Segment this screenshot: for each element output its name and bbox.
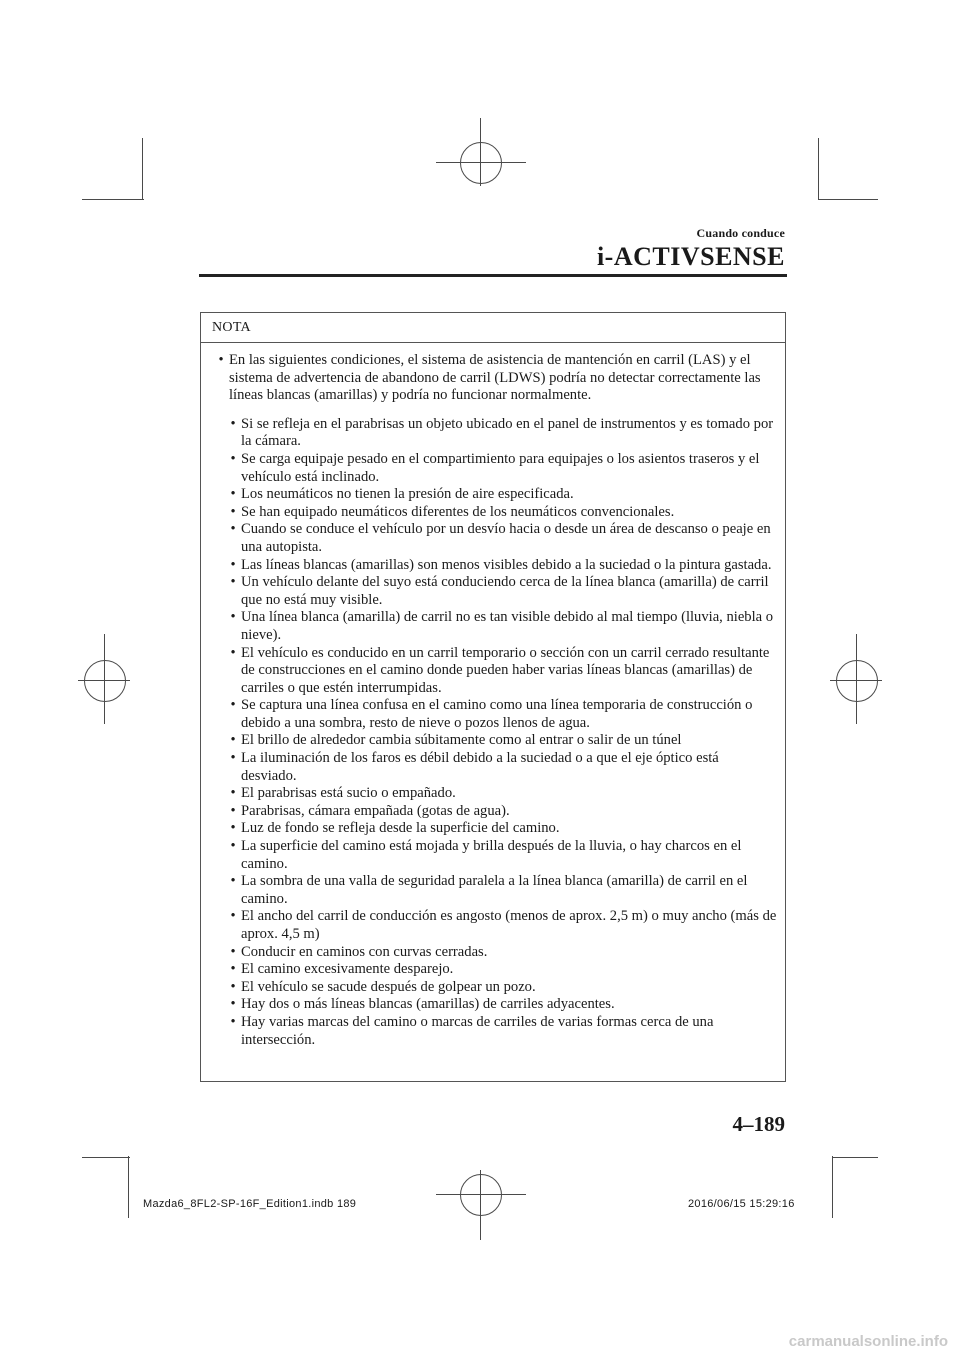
bullet-icon: • [230, 943, 236, 960]
list-item [225, 697, 777, 732]
list-item-text: Los neumáticos no tienen la presión de aire especificada. [241, 486, 574, 503]
registration-mark-icon [436, 1150, 526, 1240]
bullet-icon: • [230, 908, 236, 925]
crop-mark [128, 1156, 129, 1218]
list-item-text: Si se refleja en el parabrisas un objeto ubicado en el panel de instrumentos y es tomado por la cámara. [241, 415, 774, 450]
page-number: 4–189 [732, 1112, 785, 1136]
crop-mark [832, 1157, 878, 1158]
list-item [225, 785, 777, 803]
list-item-text: El vehículo se sacude después de golpear un pozo. [241, 978, 536, 995]
bullet-icon: • [230, 978, 236, 995]
list-item [225, 961, 777, 979]
list-item [225, 609, 777, 644]
list-item-text: El camino excesivamente desparejo. [241, 961, 454, 978]
list-item-text: Una línea blanca (amarilla) de carril no es tan visible debido al mal tiempo (lluvia, niebla o nieve). [241, 609, 774, 643]
bullet-icon: • [230, 838, 236, 855]
list-item-text: La iluminación de los faros es débil debido a la suciedad o a que el eje óptico está desviado. [241, 750, 719, 784]
list-item [225, 838, 777, 873]
bullet-icon: • [230, 644, 236, 661]
bullet-icon: • [230, 873, 236, 890]
bullet-icon: • [230, 820, 236, 837]
crop-mark [832, 1156, 833, 1218]
bullet-icon: • [230, 961, 236, 978]
list-item-text: El parabrisas está sucio o empañado. [241, 785, 456, 802]
list-item-text: Hay varias marcas del camino o marcas de carriles de varias formas cerca de una intersección. [241, 1013, 714, 1048]
list-item-text: Conducir en caminos con curvas cerradas. [241, 943, 488, 960]
list-item-text: La sombra de una valla de seguridad paralela a la línea blanca (amarilla) de carril en el camino. [241, 873, 748, 907]
bullet-icon: • [230, 415, 236, 432]
list-item-text: El vehículo es conducido en un carril temporario o sección con un carril cerrado resultante de construcciones en el camino donde pueden haber varias líneas blancas (amarillas) de carriles o que estén interrumpidas. [241, 644, 770, 696]
bullet-icon: • [230, 785, 236, 802]
bullet-icon: • [230, 450, 236, 467]
crop-mark [818, 199, 878, 200]
list-item-text: Se carga equipaje pesado en el compartimiento para equipajes o los asientos traseros y el vehículo está inclinado. [241, 450, 760, 485]
note-body [201, 343, 785, 1049]
list-item [225, 732, 777, 750]
list-item [225, 750, 777, 785]
list-item [225, 908, 777, 943]
list-item-text: Hay dos o más líneas blancas (amarillas) de carriles adyacentes. [241, 996, 615, 1013]
crop-mark [82, 1157, 130, 1158]
watermark: carmanualsonline.info [788, 1333, 948, 1350]
list-item [225, 820, 777, 838]
list-item-text: Cuando se conduce el vehículo por un desvío hacia o desde un área de descanso o peaje en una autopista. [241, 521, 771, 555]
list-item-text: Luz de fondo se refleja desde la superficie del camino. [241, 820, 560, 837]
bullet-icon: • [230, 732, 236, 749]
list-item-text: El brillo de alrededor cambia súbitamente como al entrar o salir de un túnel [241, 732, 682, 749]
list-item [225, 1014, 777, 1049]
note-lead-text: En las siguientes condiciones, el sistema de asistencia de mantención en carril (LAS) y el sistema de advertencia de abandono de carril (LDWS) podría no detectar correctamente las líneas blancas (amarillas) y podría no funcionar normalmente. [229, 352, 761, 404]
section-label: Cuando conduce [696, 226, 785, 240]
list-item-text: Un vehículo delante del suyo está conduciendo cerca de la línea blanca (amarilla) de carril que no está muy visible. [241, 574, 769, 608]
note-heading: NOTA [201, 313, 785, 343]
bullet-icon: • [218, 352, 224, 368]
condition-list [225, 416, 777, 1049]
crop-mark [818, 138, 819, 200]
bullet-icon: • [230, 503, 236, 520]
list-item [225, 996, 777, 1014]
list-item [225, 416, 777, 451]
chapter-title: i-ACTIVSENSE [596, 242, 785, 271]
registration-mark-icon [436, 118, 526, 208]
list-item-text: Parabrisas, cámara empañada (gotas de agua). [241, 802, 510, 819]
list-item [225, 873, 777, 908]
crop-mark [142, 138, 143, 200]
registration-mark-icon [78, 634, 134, 724]
list-item-text: El ancho del carril de conducción es angosto (menos de aprox. 2,5 m) o muy ancho (más de aprox. 4,5 m) [241, 908, 777, 942]
footer-file-info: Mazda6_8FL2-SP-16F_Edition1.indb 189 [143, 1198, 357, 1210]
list-item-text: La superficie del camino está mojada y brilla después de la lluvia, o hay charcos en el camino. [241, 838, 742, 872]
list-item-text: Se captura una línea confusa en el camino como una línea temporaria de construcción o debido a una sombra, resto de nieve o pozos llenos de agua. [241, 697, 753, 731]
bullet-icon: • [230, 750, 236, 767]
bullet-icon: • [230, 556, 236, 573]
list-item [225, 574, 777, 609]
bullet-icon: • [230, 609, 236, 626]
list-item-text: Se han equipado neumáticos diferentes de los neumáticos convencionales. [241, 503, 675, 520]
bullet-icon: • [230, 521, 236, 538]
bullet-icon: • [230, 574, 236, 591]
bullet-icon: • [230, 697, 236, 714]
list-item [225, 944, 777, 962]
list-item [225, 521, 777, 556]
bullet-icon: • [230, 996, 236, 1013]
list-item [225, 803, 777, 821]
header-divider [199, 274, 787, 277]
bullet-icon: • [230, 486, 236, 503]
list-item [225, 645, 777, 698]
list-item [225, 557, 777, 575]
list-item [225, 504, 777, 522]
list-item [225, 979, 777, 997]
note-lead-item [213, 352, 777, 405]
bullet-icon: • [230, 802, 236, 819]
note-box [200, 312, 786, 1082]
list-item-text: Las líneas blancas (amarillas) son menos visibles debido a la suciedad o la pintura gastada. [241, 556, 772, 573]
bullet-icon: • [230, 1013, 236, 1030]
crop-mark [82, 199, 144, 200]
footer-timestamp: 2016/06/15 15:29:16 [688, 1198, 795, 1210]
list-item [225, 486, 777, 504]
registration-mark-icon [828, 634, 884, 724]
list-item [225, 451, 777, 486]
